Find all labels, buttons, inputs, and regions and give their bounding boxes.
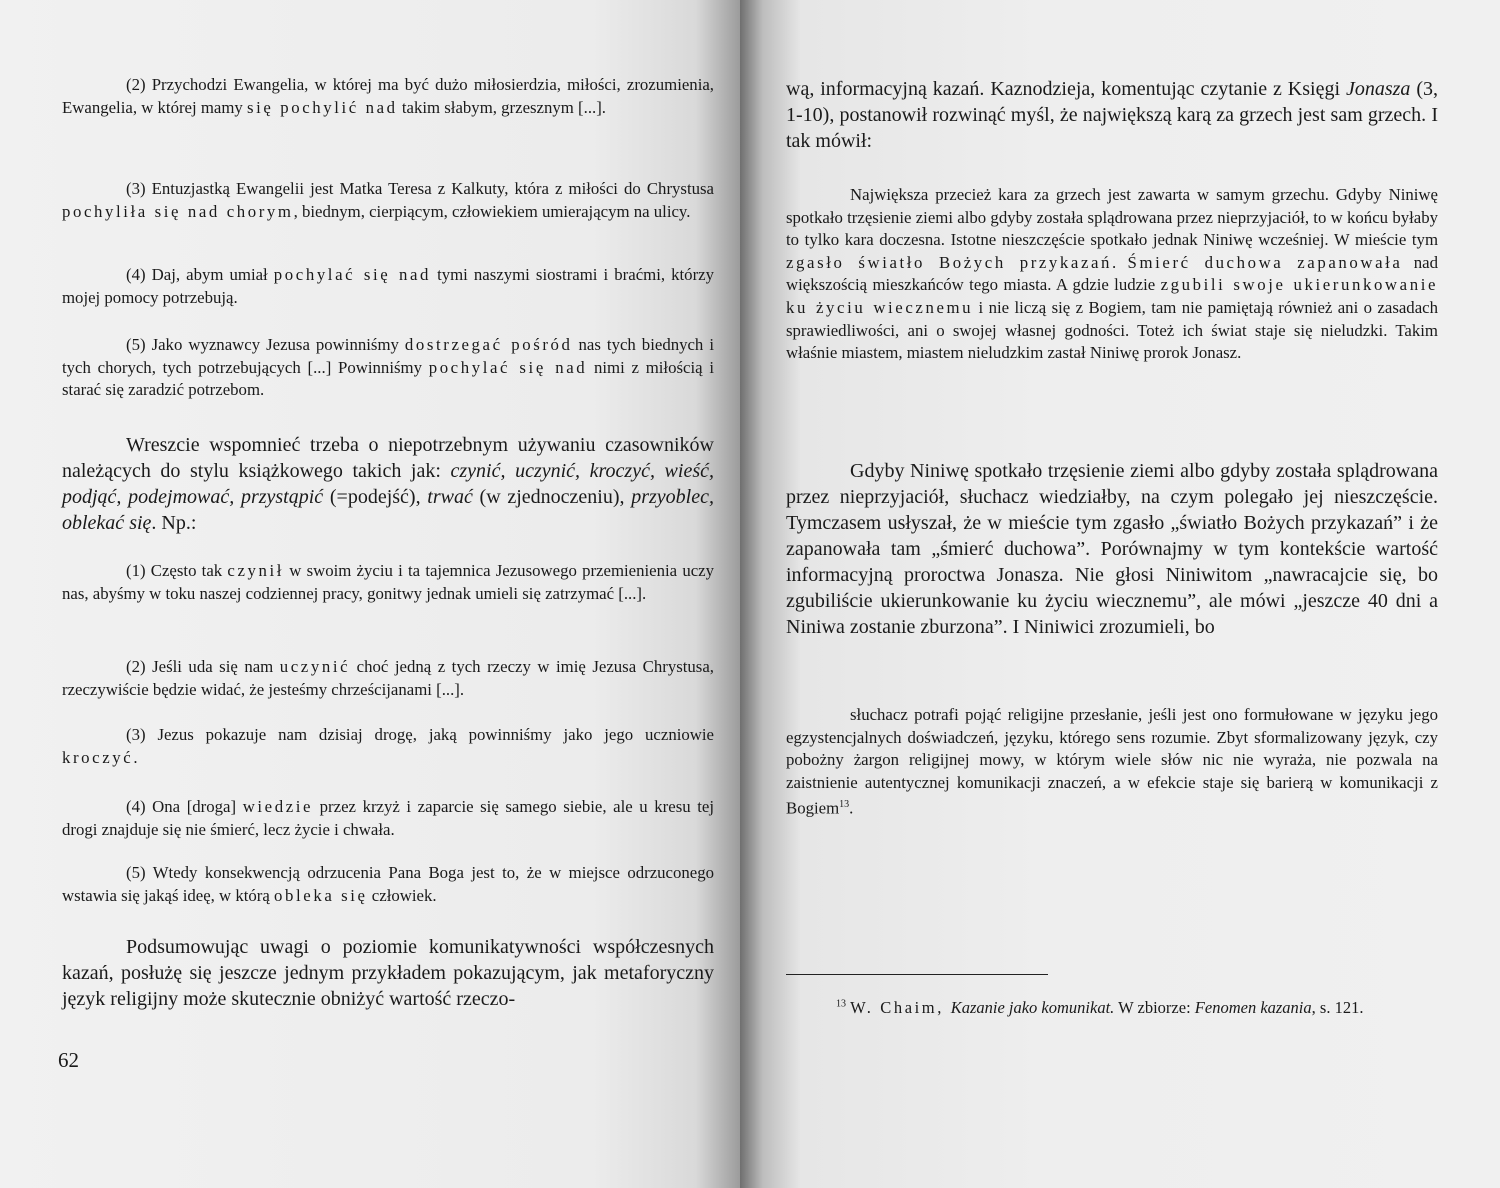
footnote: $^{13}$ W. Chaim, Kazanie jako komunikat. W zbiorze: Fenomen kazania, s. 121. [836,998,1364,1017]
example-paragraph: (2) Przychodzi Ewangelia, w której ma być dużo miłosierdzia, miłości, zrozumienia, Ewangelia, w której mamy się pochylić nad takim słabym, grzesznym [...]. [62,75,714,117]
example-paragraph: (5) Jako wyznawcy Jezusa powinniśmy dostrzegać pośród nas tych biednych i tych chorych, tych potrzebujących [...] Powinniśmy pochylać się nad nimi z miłością i starać się zaradzić potrzebom. [62,335,714,399]
example-paragraph: (4) Ona [droga] wiedzie przez krzyż i zaparcie się samego siebie, ale u kresu tej drogi znajduje się nie śmierć, lecz życie i chwała. [62,797,714,839]
block-quote: Największa przecież kara za grzech jest zawarta w samym grzechu. Gdyby Niniwę spotkało trzęsienie ziemi albo gdyby została splądrowana przez nieprzyjaciół, to w końcu byłaby to tylko kara doczesna. Istotne nieszczęście spotkało jednak Niniwę wcześniej. W mieście tym zgasło światło Bożych przykazań. Śmierć duchowa zapanowała nad większością mieszkańców tego miasta. A gdzie ludzie zgubili swoje ukierunkowanie ku życiu wiecznemu i nie liczą się z Bogiem, tam nie pamiętają również ani o zasadach sprawiedliwości, ani o swojej własnej godności. Toteż ich świat staje się nieludzki. Takim właśnie miastem, miastem nieludzkim zastał Niniwę prorok Jonasz. [786,185,1439,363]
example-paragraph: (5) Wtedy konsekwencją odrzucenia Pana Boga jest to, że w miejsce odrzuconego wstawia się jakąś ideę, w którą obleka się człowiek. [62,863,714,905]
footnote-divider [786,974,1048,975]
example-paragraph: (2) Jeśli uda się nam uczynić choć jedną z tych rzeczy w imię Jezusa Chrystusa, rzeczywiście będzie widać, że jesteśmy chrześcijanami [...]. [62,657,714,699]
footnote-ref: 13 [839,799,850,811]
body-paragraph: Podsumowując uwagi o poziomie komunikatywności współczesnych kazań, posłużę się jeszcze jednym przykładem pokazującym, jak metaforyczny język religijny może skutecznie obniżyć wartość rzeczo- [62,936,714,1010]
body-paragraph: Wreszcie wspomnieć trzeba o niepotrzebnym używaniu czasowników należących do stylu książkowego takich jak: czynić, uczynić, kroczyć, wieść, podjąć, podejmować, przystąpić (=podejść), trwać (w zjednoczeniu), przyoblec, oblekać się. Np.: [62,434,714,534]
block-quote: słuchacz potrafi pojąć religijne przesłanie, jeśli jest ono formułowane w języku jego egzystencjalnych doświadczeń, języku, którego sens rozumie. Zbyt sformalizowany język, czy pobożny żargon religijnej mowy, w którym wiele słów nic nie wyraża, nie pozwala na zaistnienie autentycznej komunikacji znaczeń, a w efekcie staje się barierą w komunikacji z Bogiem$^{13}$. [786,705,1438,818]
example-paragraph: (3) Entuzjastką Ewangelii jest Matka Teresa z Kalkuty, która z miłości do Chrystusa pochyliła się nad chorym, biednym, cierpiącym, człowiekiem umierającym na ulicy. [62,179,714,221]
example-paragraph: (4) Daj, abym umiał pochylać się nad tymi naszymi siostrami i braćmi, którzy mojej pomocy potrzebują. [62,265,714,307]
example-paragraph: (1) Często tak czynił w swoim życiu i ta tajemnica Jezusowego przemienienia uczy nas, abyśmy w toku naszej codziennej pracy, gonitwy jednak umieli się zatrzymać [...]. [62,561,715,603]
example-paragraph: (3) Jezus pokazuje nam dzisiaj drogę, jaką powinniśmy jako jego uczniowie kroczyć. [62,725,714,767]
body-paragraph: Gdyby Niniwę spotkało trzęsienie ziemi albo gdyby została splądrowana przez nieprzyjaciół, słuchacz wiedziałby, na czym polegało jej nieszczęście. Tymczasem usłyszał, że w mieście tym zgasło „światło Bożych przykazań” i że zapanowała tam „śmierć duchowa”. Porównajmy w tym kontekście wartość informacyjną proroctwa Jonasza. Nie głosi Niniwitom „nawracajcie się, bo zgubiliście ukierunkowanie ku życiu wiecznemu”, ale mówi „jeszcze 40 dni a Niniwa zostanie zburzona”. I Niniwici zrozumieli, bo [786,460,1438,638]
left-page [0,0,740,1188]
body-paragraph: wą, informacyjną kazań. Kaznodzieja, komentując czytanie z Księgi Jonasza (3, 1-10), postanowił rozwinąć myśl, że największą karą za grzech jest sam grzech. I tak mówił: [786,78,1438,152]
page-number: 62 [58,1048,79,1072]
